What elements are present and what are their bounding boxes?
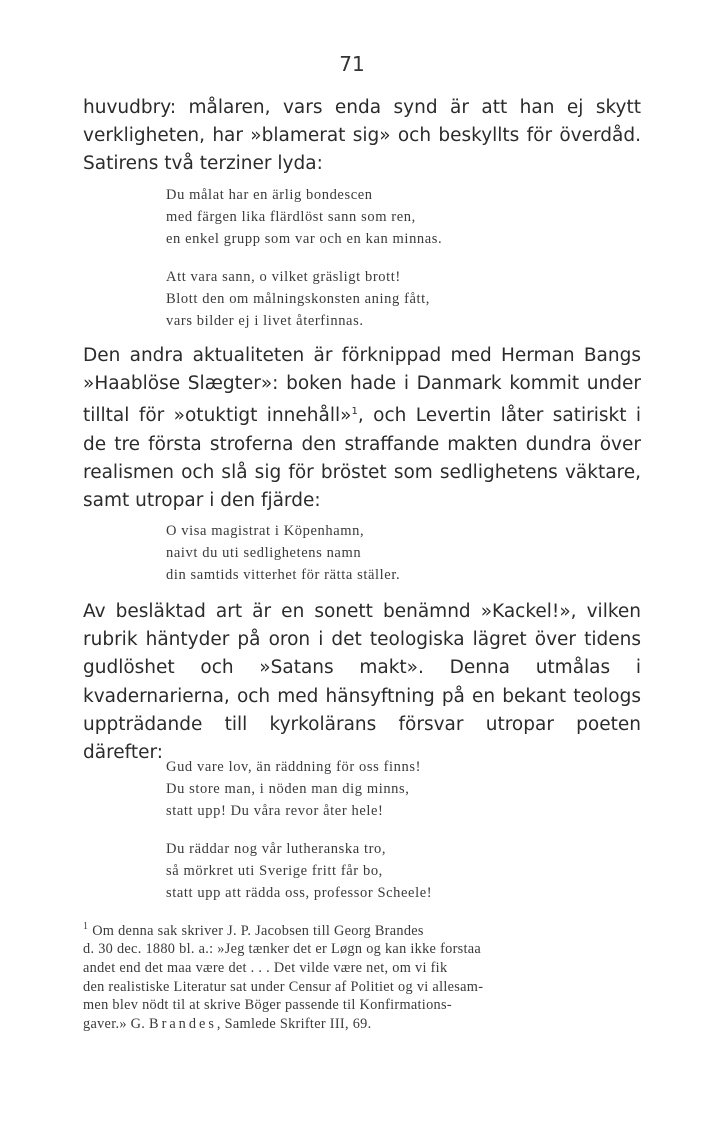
paragraph-2 [83, 342, 641, 515]
verse-stanza-1 [166, 184, 442, 250]
verse-line: naivt du uti sedlighetens namn [166, 545, 362, 561]
paragraph-3: Av besläktad art är en sonett benämnd »Kackel!», vilken rubrik häntyder på oron i det teologiska lägret över tidens gudlöshet och »Satans makt». Denna utmålas i kvadernarierna, och med hänsyftning på en bekant teologs uppträdande till kyrkolärans försvar utropar poeten därefter: [83, 601, 641, 764]
verse-line: din samtids vitterhet för rätta ställer. [166, 567, 401, 583]
verse-line: vars bilder ej i livet återfinnas. [166, 313, 364, 329]
verse-line: statt upp att rädda oss, professor Scheele! [166, 885, 433, 901]
footnote-line [83, 1015, 641, 1034]
footnote-marker: 1 [83, 921, 89, 932]
verse-stanza-3 [166, 520, 400, 586]
verse-line: O visa magistrat i Köpenhamn, [166, 523, 365, 539]
page-number: 71 [339, 52, 365, 76]
verse-line: Blott den om målningskonsten aning fått, [166, 291, 431, 307]
footnote-line: den realistiske Literatur sat under Censur af Politiet og vi allesam- [83, 978, 484, 995]
verse-line: Du målat har en ärlig bondescen [166, 187, 373, 203]
paragraph-2-text-a: Den andra aktualiteten är förknippad med Herman Bangs »Haablöse Slægter»: boken hade i Danmark kommit under tilltal för »otuktigt innehåll» [83, 345, 641, 427]
verse-stanza-4 [166, 756, 421, 822]
footnote-text: , Samlede Skrifter III, 69. [216, 1015, 372, 1032]
verse-line: en enkel grupp som var och en kan minnas. [166, 231, 443, 247]
verse-line: Du store man, i nöden man dig minns, [166, 781, 410, 797]
verse-line: Du räddar nog vår lutheranska tro, [166, 841, 387, 857]
verse-stanza-2 [166, 266, 430, 332]
footnote-line: andet end det maa være det . . . Det vilde være net, om vi fik [83, 959, 448, 976]
footnote-line: d. 30 dec. 1880 bl. a.: »Jeg tænker det er Løgn og kan ikke forstaa [83, 941, 482, 958]
paragraph-1: huvudbry: målaren, vars enda synd är att han ej skytt verkligheten, har »blamerat sig» och beskyllts för överdåd. Satirens två terziner lyda: [83, 97, 641, 175]
verse-line: så mörkret uti Sverige fritt får bo, [166, 863, 383, 879]
author-name: Brandes [149, 1015, 217, 1032]
verse-line: med färgen lika flärdlöst sann som ren, [166, 209, 416, 225]
verse-line: statt upp! Du våra revor åter hele! [166, 803, 384, 819]
footnote [83, 918, 641, 1033]
footnote-text: Om denna sak skriver J. P. Jacobsen till Georg Brandes [92, 922, 424, 939]
footnote-reference: 1 [351, 406, 358, 418]
paragraph-2-text-b: , och Levertin låter satiriskt i de tre första stroferna den straffande makten dundra över realismen och slå sig för bröstet som sedlighetens väktare, samt utropar i den fjärde: [83, 405, 641, 512]
verse-stanza-5 [166, 838, 432, 904]
verse-line: Gud vare lov, än räddning för oss finns! [166, 759, 422, 775]
footnote-line [83, 918, 641, 940]
footnote-line: men blev nödt til at skrive Böger passende til Konfirmations- [83, 997, 452, 1014]
verse-line: Att vara sann, o vilket gräsligt brott! [166, 269, 401, 285]
footnote-text: gaver.» G. [83, 1015, 150, 1032]
